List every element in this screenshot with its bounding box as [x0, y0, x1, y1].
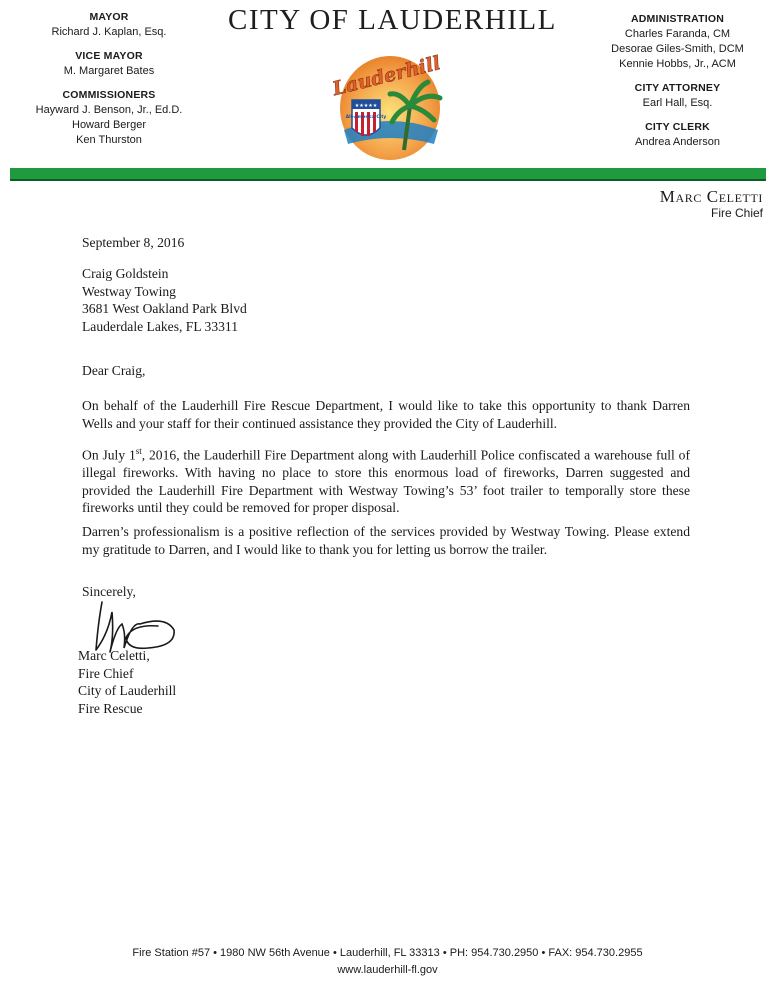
fire-chief-name: Marc Celetti — [659, 187, 763, 206]
vice-mayor-name: M. Margaret Bates — [63, 65, 155, 77]
attorney-role: CITY ATTORNEY — [634, 82, 721, 94]
recipient-address — [82, 265, 247, 335]
footer-address: Fire Station #57 • 1980 NW 56th Avenue • Lauderhill, FL 33313 • PH: 954.730.2950 • FAX: 954.730.2955 — [132, 947, 643, 959]
clerk-name: Andrea Anderson — [634, 136, 720, 148]
paragraph-2-start: On July 1 — [82, 447, 136, 463]
commissioners-group — [0, 88, 218, 148]
clerk-role: CITY CLERK — [645, 121, 710, 133]
header-divider — [10, 168, 766, 179]
closing: Sincerely, — [82, 584, 136, 599]
signature-block — [78, 647, 176, 717]
logo-wordmark: Lauderhill — [330, 52, 443, 101]
administration-group — [585, 12, 770, 72]
paragraph-2-rest: , 2016, the Lauderhill Fire Department along with Lauderhill Police confiscated a warehouse full of illegal fireworks. With having no place to store this enormous load of fireworks, Darren suggested and provided the Lauderhill Fire Department with Westway Towing’s 53’ foot trailer to temporally store these fireworks until they could be removed for proper disposal. — [82, 447, 690, 516]
recipient-street: 3681 West Oakland Park Blvd — [82, 301, 247, 316]
city-title: CITY OF LAUDERHILL — [228, 4, 557, 36]
mayor-name: Richard J. Kaplan, Esq. — [51, 26, 167, 38]
paragraph-1: On behalf of the Lauderhill Fire Rescue Department, I would like to take this opportunity to thank Darren Wells and your staff for their continued assistance they provided the City of Lauderhill. — [82, 398, 690, 431]
paragraph-3: Darren’s professionalism is a positive reflection of the services provided by Westway Towing. Please extend my gratitude to Darren, and I would like to thank you for letting us borrow the trailer. — [82, 524, 690, 557]
recipient-name: Craig Goldstein — [82, 266, 169, 281]
commissioner-name: Howard Berger — [72, 119, 146, 131]
recipient-city: Lauderdale Lakes, FL 33311 — [82, 318, 239, 334]
administrator-name: Kennie Hobbs, Jr., ACM — [619, 58, 736, 70]
attorney-group — [585, 81, 770, 111]
commissioners-role: COMMISSIONERS — [62, 89, 156, 101]
header-divider-shadow — [10, 179, 766, 181]
commissioner-name: Hayward J. Benson, Jr., Ed.D. — [35, 104, 183, 116]
vice-mayor-group — [0, 49, 218, 79]
mayor-group — [0, 10, 218, 40]
signer-title: Fire Chief — [78, 665, 134, 681]
ordinal-suffix: st — [135, 446, 142, 456]
administrator-name: Desorae Giles-Smith, DCM — [611, 43, 744, 55]
vice-mayor-role: VICE MAYOR — [75, 50, 143, 62]
logo-badge: All-America City — [345, 115, 387, 120]
signer-department: Fire Rescue — [78, 700, 143, 716]
administrator-name: Charles Faranda, CM — [624, 28, 731, 40]
clerk-group — [585, 120, 770, 150]
footer-website[interactable]: www.lauderhill-fl.gov — [337, 964, 438, 976]
attorney-name: Earl Hall, Esq. — [642, 97, 713, 109]
signer-org: City of Lauderhill — [78, 683, 177, 698]
city-logo — [330, 46, 445, 164]
letter-date: September 8, 2016 — [82, 235, 185, 250]
recipient-company: Westway Towing — [82, 283, 176, 299]
svg-text:★★★★★: ★★★★★ — [354, 103, 378, 109]
officials-right — [585, 12, 770, 159]
salutation: Dear Craig, — [82, 363, 146, 378]
fire-chief-title: Fire Chief — [710, 206, 763, 220]
paragraph-2 — [82, 443, 690, 517]
commissioner-name: Ken Thurston — [76, 134, 142, 146]
signer-name: Marc Celetti, — [78, 648, 150, 663]
mayor-role: MAYOR — [89, 11, 129, 23]
officials-left — [0, 10, 218, 157]
administration-role: ADMINISTRATION — [630, 13, 724, 25]
